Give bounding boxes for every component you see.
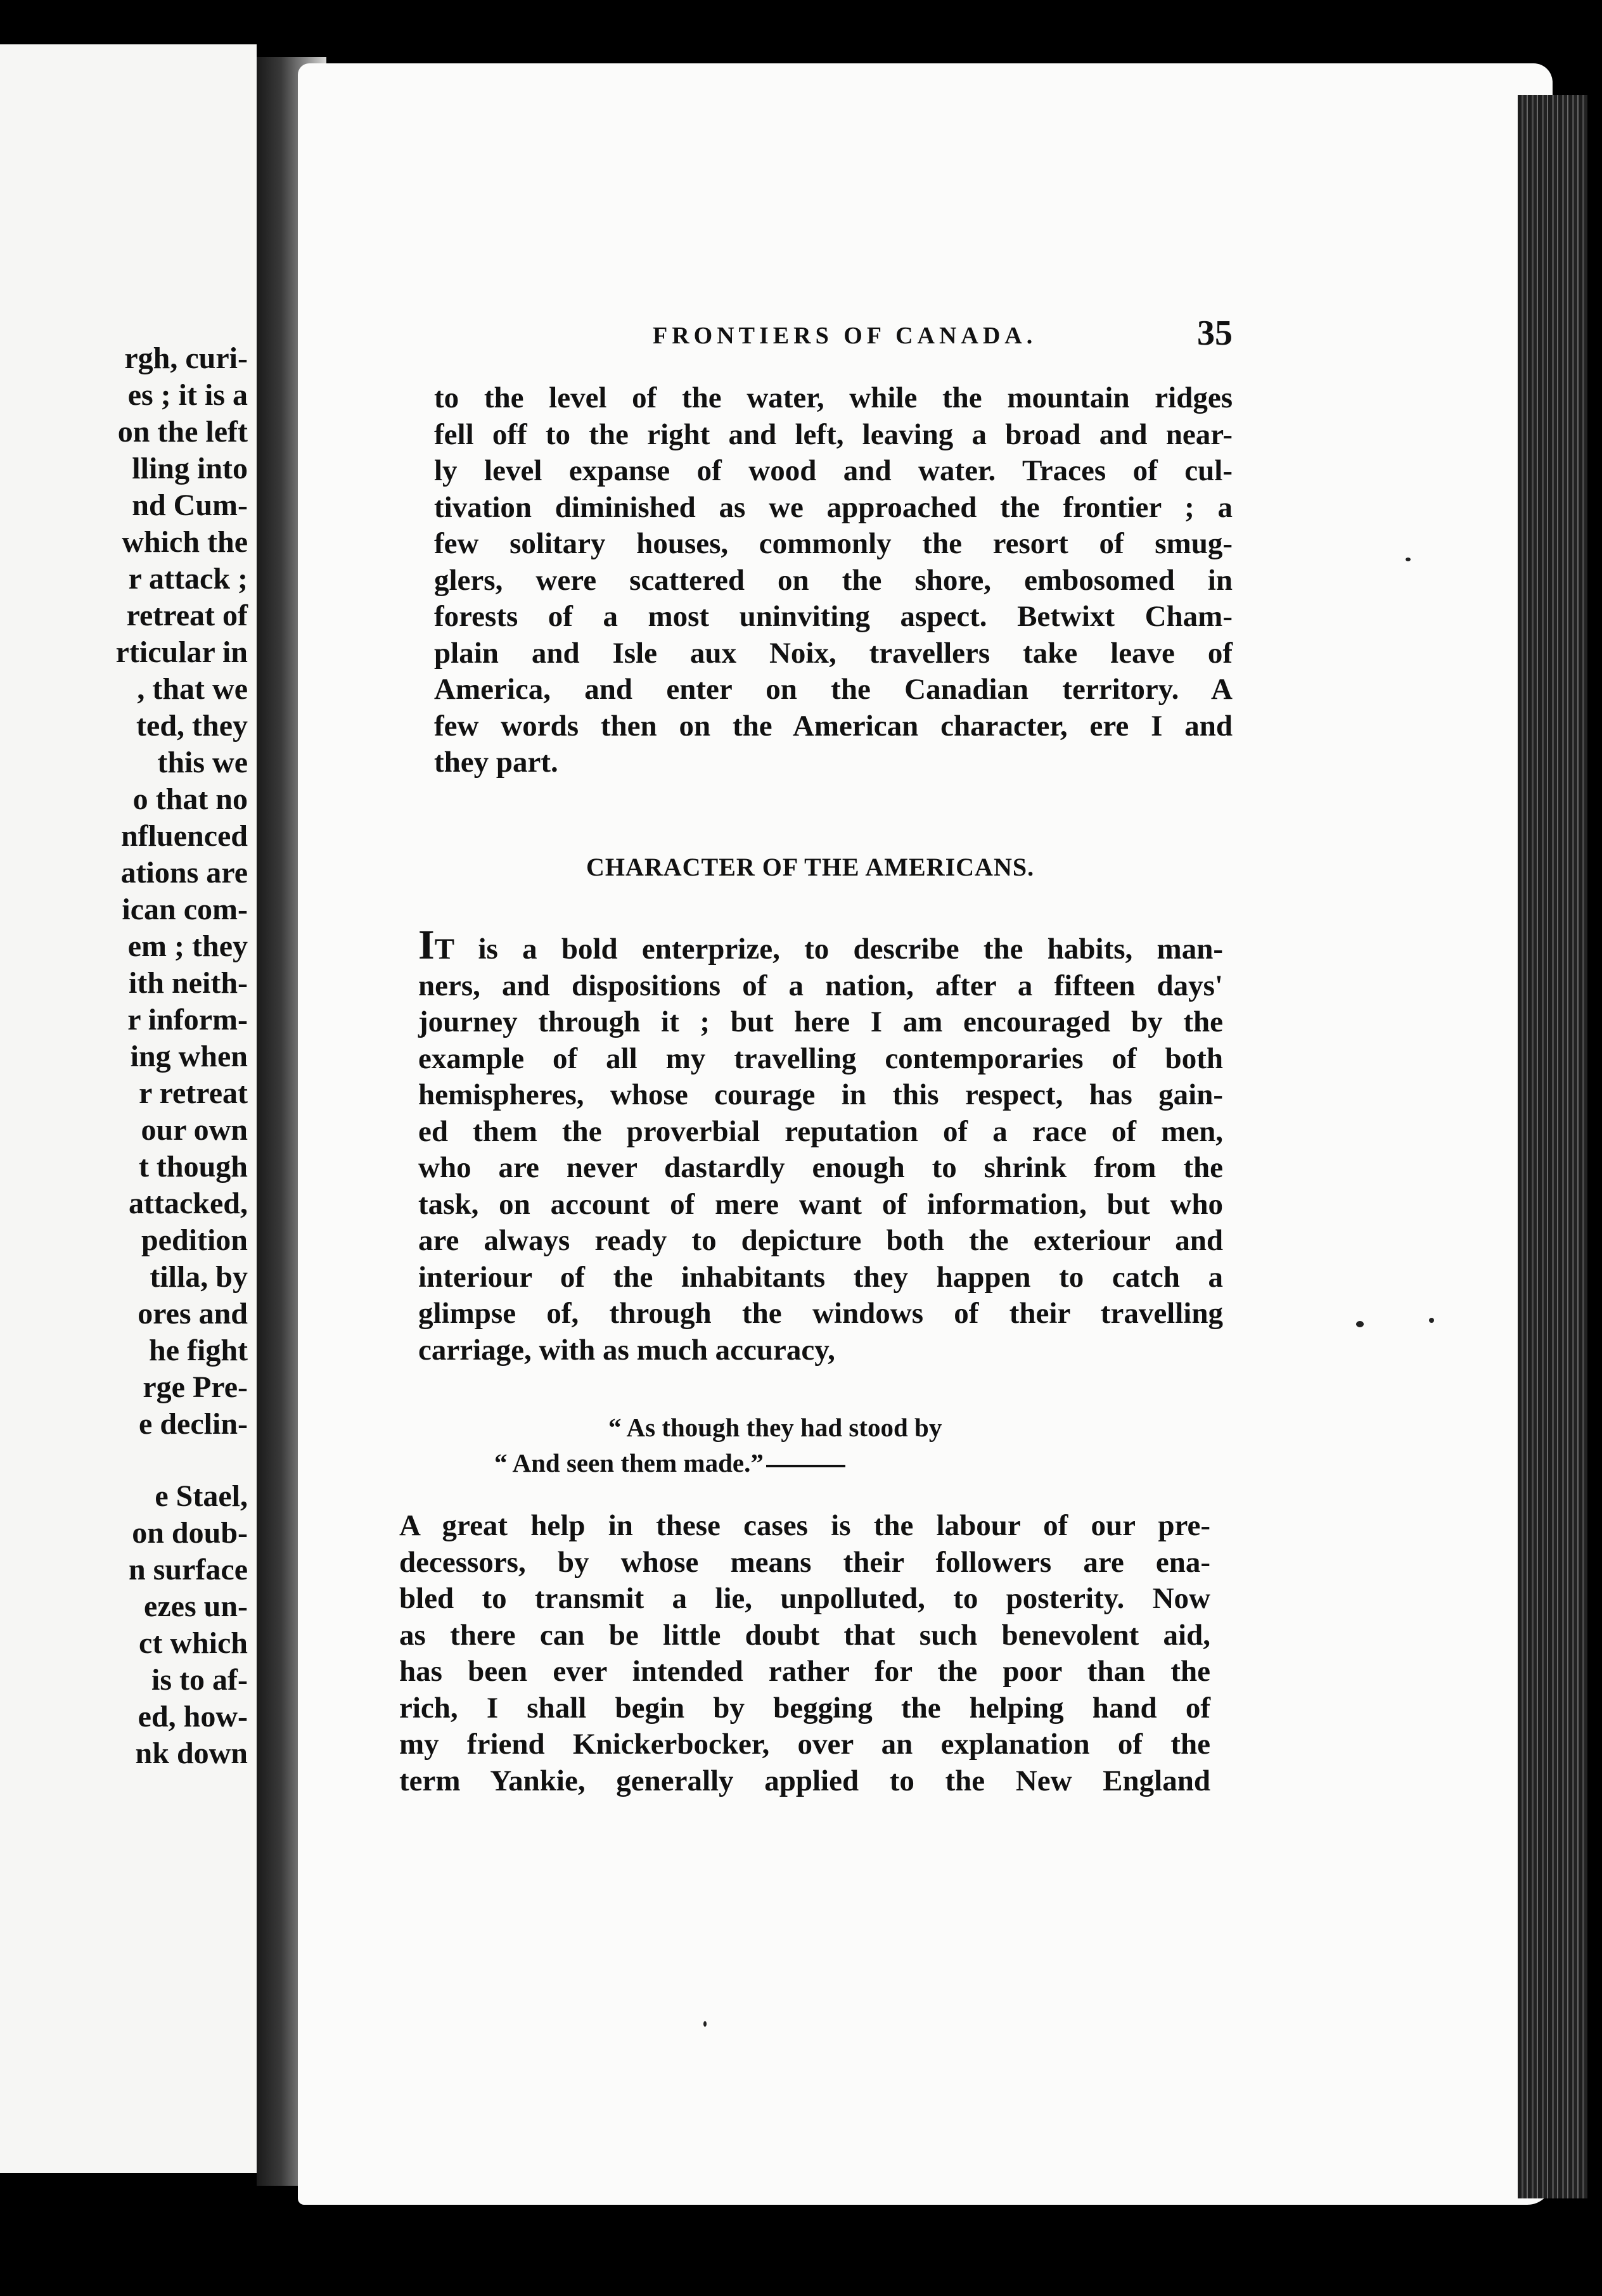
previous-page-line: o that no [132,782,248,816]
text-line: forests of a most uninviting aspect. Betwixt Cham- [434,600,1233,633]
previous-page-block-1 [0,340,248,1443]
text-line: has been ever intended rather for the poor than the [399,1655,1210,1688]
paragraph-2-first-line [418,922,1223,968]
previous-page-line: ing when [130,1040,248,1073]
previous-page-line: ezes un- [144,1590,248,1623]
previous-page-line: ith neith- [128,966,248,1000]
previous-page-line: es ; it is a [127,378,248,412]
quotation-line-2: “ And seen them made.” [494,1448,764,1477]
text-line: America, and enter on the Canadian territory. A [434,673,1233,706]
quotation-line-2-wrap [494,1445,942,1481]
text-line: journey through it ; but here I am encouraged by the [418,1005,1223,1038]
previous-page-line: e declin- [139,1407,248,1441]
text-line: as there can be little doubt that such benevolent aid, [399,1618,1210,1652]
previous-page-line: retreat of [126,599,248,632]
text-line: who are never dastardly enough to shrink from the [418,1151,1223,1184]
ink-speck [1429,1318,1434,1323]
previous-page-line: ican com- [122,893,248,926]
text-line: few solitary houses, commonly the resort of smug- [434,527,1233,560]
paragraph-2-lines [418,968,1223,1369]
previous-page-line: nfluenced [120,819,248,853]
text-line: glimpse of, through the windows of their travelling [418,1297,1223,1330]
ink-speck [703,2021,707,2027]
text-line: ed them the proverbial reputation of a race of men, [418,1114,1223,1148]
quotation [494,1410,942,1481]
previous-page-line: ations are [120,856,248,890]
ink-speck [1406,558,1411,561]
running-head [653,314,1233,361]
previous-page-line: r attack ; [128,562,248,596]
previous-page-line: which the [122,525,248,559]
text-line: are always ready to depicture both the exteriour and [418,1224,1223,1257]
paragraph-3 [399,1508,1210,1799]
text-line: my friend Knickerbocker, over an explanation of the [399,1728,1210,1761]
previous-page-line: ct which [139,1626,248,1660]
previous-page-line: r inform- [127,1003,248,1036]
text-line: few words then on the American character, ere I and [434,709,1233,743]
previous-page-line: n surface [129,1553,248,1586]
previous-page-line: attacked, [129,1187,248,1220]
text-line: bled to transmit a lie, unpolluted, to posterity. Now [399,1582,1210,1615]
previous-page-line: lling into [132,452,248,485]
previous-page-line: rticular in [115,635,248,669]
quotation-line-1: “ As though they had stood by [608,1413,942,1442]
previous-page-line: , that we [137,672,248,706]
drop-cap: I [418,922,435,968]
previous-page-line: is to af- [151,1663,248,1697]
paragraph-2-first-line-text: T is a bold enterprize, to describe the habits, man- [434,933,1223,966]
previous-page-line: on the left [117,415,248,449]
previous-page-line: our own [141,1113,248,1147]
previous-page-line: ed, how- [138,1700,248,1733]
paragraph-2 [418,922,1223,1368]
text-line: ners, and dispositions of a nation, after a fifteen days' [418,969,1223,1002]
section-heading: CHARACTER OF THE AMERICANS. [586,853,1035,881]
previous-page-fragment [0,44,257,2173]
previous-page-line: em ; they [127,929,248,963]
previous-page-line: nk down [135,1737,248,1770]
previous-page-line: on doub- [132,1516,248,1550]
running-head-title: FRONTIERS OF CANADA. [653,322,1037,349]
previous-page-line: ores and [138,1297,248,1330]
text-line: to the level of the water, while the mountain ridges [434,381,1233,414]
previous-page-line: ted, they [136,709,248,743]
text-line: decessors, by whose means their followers are ena- [399,1545,1210,1579]
text-line: they part. [434,746,558,779]
text-line: A great help in these cases is the labour of our pre- [399,1509,1210,1542]
previous-page-line: this we [157,746,248,779]
page-number: 35 [1197,314,1233,353]
dash-rule [766,1465,845,1467]
previous-page-line: t though [138,1150,248,1183]
text-line: tivation diminished as we approached the frontier ; a [434,490,1233,524]
previous-page-line: r retreat [139,1076,248,1110]
paragraph-1 [434,380,1233,781]
text-line: term Yankie, generally applied to the New England [399,1764,1210,1797]
previous-page-line: rgh, curi- [124,341,248,375]
previous-page-line: e Stael, [155,1479,248,1513]
text-line: fell off to the right and left, leaving a broad and near- [434,418,1233,451]
previous-page-line: pedition [141,1223,248,1257]
text-line: interiour of the inhabitants they happen to catch a [418,1260,1223,1294]
previous-page-line: tilla, by [150,1260,248,1294]
previous-page-line: rge Pre- [143,1370,248,1404]
text-line: hemispheres, whose courage in this respect, has gain- [418,1078,1223,1111]
previous-page-block-2 [0,1478,248,1772]
ink-speck [1356,1321,1364,1327]
previous-page-text [0,340,248,1772]
page-edges [1518,95,1587,2198]
text-line: carriage, with as much accuracy, [418,1333,835,1367]
text-line: example of all my travelling contemporaries of both [418,1042,1223,1075]
text-line: task, on account of mere want of information, but who [418,1187,1223,1221]
previous-page-line: nd Cum- [132,488,248,522]
text-line: ly level expanse of wood and water. Traces of cul- [434,454,1233,487]
previous-page-line: he fight [149,1334,248,1367]
text-line: rich, I shall begin by begging the helping hand of [399,1691,1210,1725]
text-line: plain and Isle aux Noix, travellers take leave of [434,636,1233,670]
text-line: glers, were scattered on the shore, embosomed in [434,563,1233,597]
